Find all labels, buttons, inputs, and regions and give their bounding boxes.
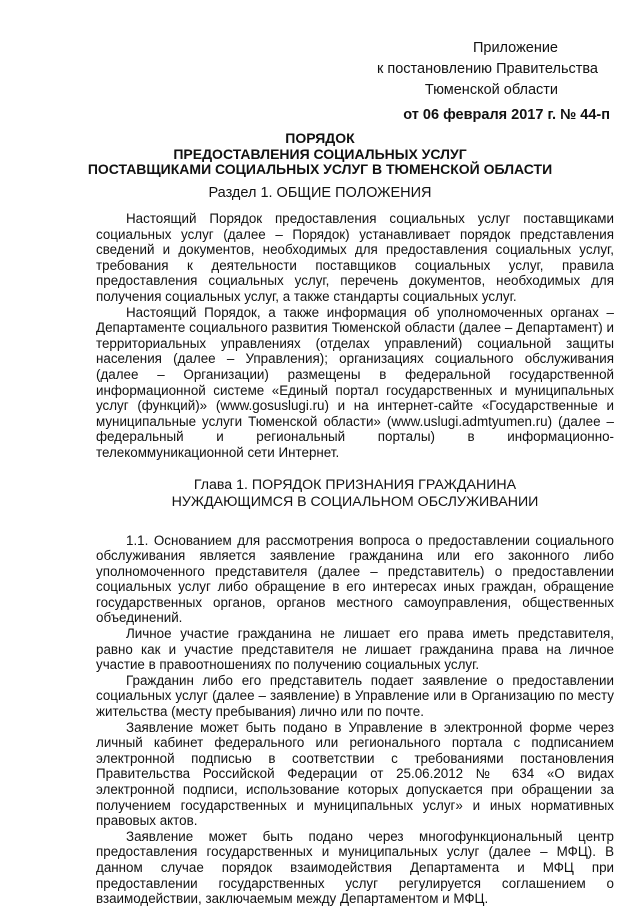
paragraph: 1.1. Основанием для рассмотрения вопроса о предоставлении социального обслуживания является заявление гражданина или его законного либо уполномоченного представителя (далее – представитель) о предоставлении социальных услуг либо обращение в его интересах иных граждан, обращение государственных органов, органов местного самоуправления, общественных объединений. [96,532,614,626]
paragraph: Личное участие гражданина не лишает его права иметь представителя, равно как и участие представителя не лишает гражданина права на личное участие в правоотношениях по получению социальных услуг. [96,626,614,673]
paragraph: Заявление может быть подано в Управление в электронной форме через личный кабинет федерального или регионального портала с подписанием электронной подписью в соответствии с требованиями постановления Правительства Российской Федерации от 25.06.2012 № 634 «О видах электронной подписи, использование которых допускается при обращении за получением государственных и муниципальных услуг» и иных нормативных правовых актов. [96,719,614,829]
paragraph: Заявление может быть подано через многофункциональный центр предоставления государственных и муниципальных услуг (далее – МФЦ). В данном случае порядок взаимодействия Департамента и МФЦ при предоставлении государственных услуг регулируется соглашением о взаимодействии, заключаемым между Департаментом и МФЦ. [96,828,614,907]
appendix-date-number: от 06 февраля 2017 г. № 44-п [403,107,610,123]
document-body [96,211,614,907]
paragraph: Гражданин либо его представитель подает заявление о предоставлении социальных услуг (далее – заявление) в Управление или в Организацию по месту жительства (месту пребывания) лично или по почте. [96,672,614,720]
title-line-1: ПОРЯДОК [285,130,355,146]
section-heading: Раздел 1. ОБЩИЕ ПОЛОЖЕНИЯ [208,185,432,201]
paragraph: Настоящий Порядок, а также информация об уполномоченных органах – Департаменте социального развития Тюменской области (далее – Департамент) и территориальных управлениях (отделах управлений) социальной защиты населения (далее – Управления); организациях социального обслуживания (далее – Организации) размещены в федеральной государственной информационной системе «Единый портал государственных и муниципальных услуг (функций)» (www.gosuslugi.ru) и на интернет-сайте «Государственные и муниципальные услуги Тюменской области» (www.uslugi.admtyumen.ru) (далее – федеральный и региональный порталы) в информационно-телекоммуникационной сети Интернет. [96,304,614,460]
chapter-heading [96,477,614,511]
appendix-region: Тюменской области [424,82,558,98]
appendix-block [370,38,610,126]
appendix-reference: к постановлению Правительства [377,61,598,77]
paragraph: Настоящий Порядок предоставления социальных услуг поставщиками социальных услуг (далее – Порядок) устанавливает порядок представления сведений и документов, необходимых для предоставления социальных услуг, требования к деятельности поставщиков социальных услуг, правила предоставления социальных услуг, перечень документов, необходимых для получения социальных услуг, а также стандарты социальных услуг. [96,211,614,304]
appendix-label: Приложение [472,40,558,56]
chapter-heading-line-2: НУЖДАЮЩИМСЯ В СОЦИАЛЬНОМ ОБСЛУЖИВАНИИ [171,493,539,510]
document-title [0,131,640,178]
title-line-3: ПОСТАВЩИКАМИ СОЦИАЛЬНЫХ УСЛУГ В ТЮМЕНСКОЙ ОБЛАСТИ [87,161,553,177]
chapter-heading-line-1: Глава 1. ПОРЯДОК ПРИЗНАНИЯ ГРАЖДАНИНА [193,476,517,493]
title-line-2: ПРЕДОСТАВЛЕНИЯ СОЦИАЛЬНЫХ УСЛУГ [173,145,467,162]
